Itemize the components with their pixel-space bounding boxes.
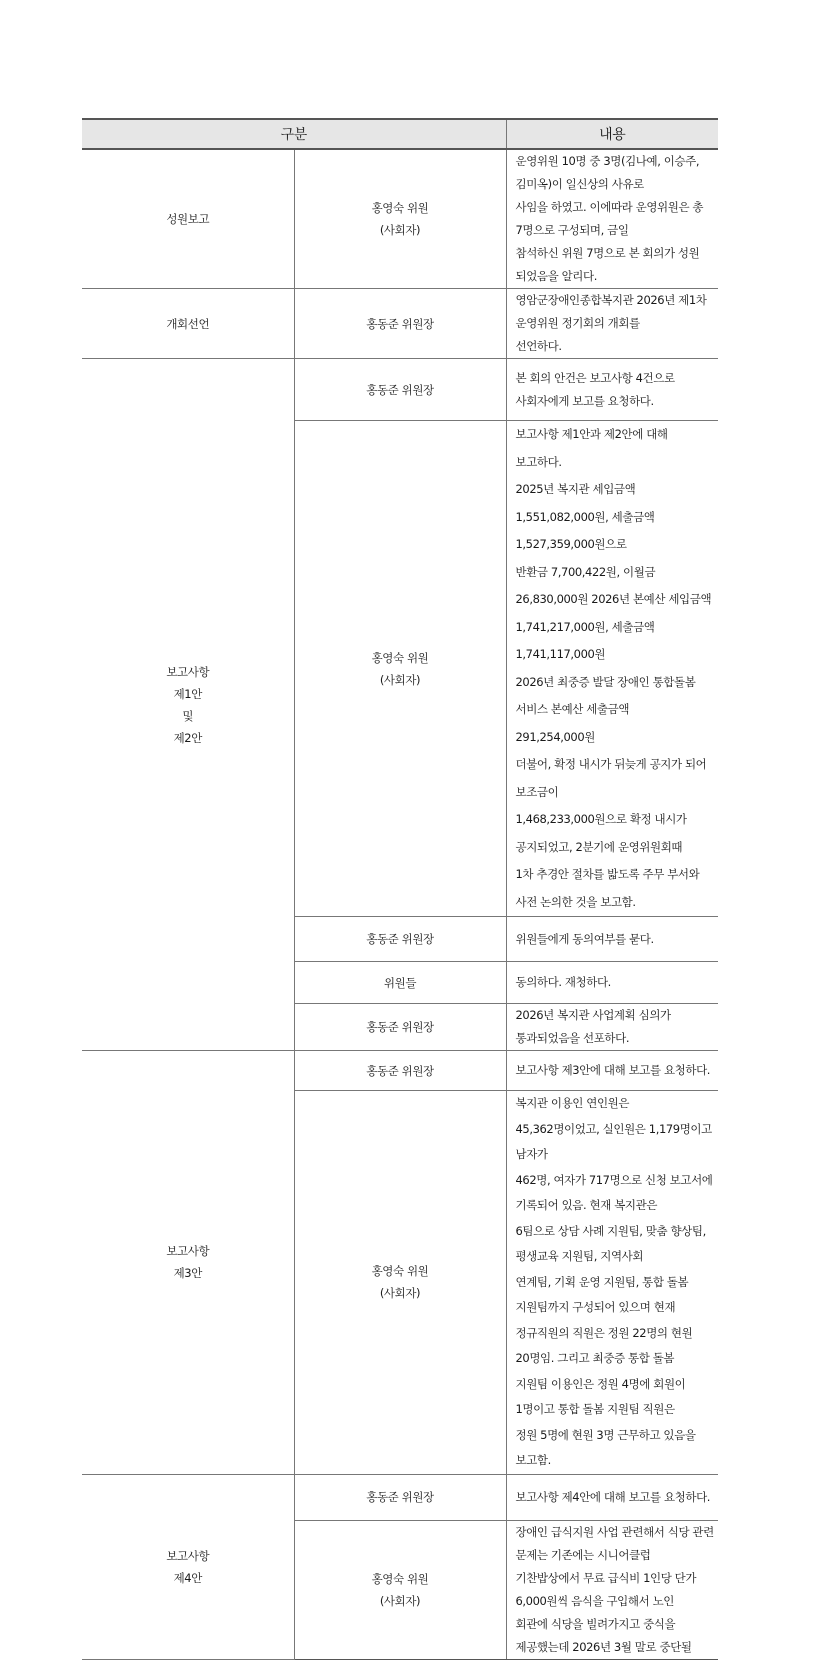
speaker-label: (사회자) — [379, 1286, 421, 1301]
content-line: 보고사항 제4안에 대해 보고를 요청하다. — [515, 1489, 711, 1504]
speaker-cell — [294, 421, 506, 917]
category-cell — [82, 1474, 294, 1659]
content-line: 1,741,217,000원, 세출금액 1,741,117,000원 — [515, 619, 655, 661]
table-row — [82, 149, 718, 289]
speaker-label: 홍동준 위원장 — [366, 316, 434, 331]
content-cell — [506, 359, 718, 421]
speaker-label: 홍영숙 위원 — [371, 201, 429, 215]
header-content: 내용 — [506, 119, 718, 149]
speaker-label: 홍영숙 위원 — [371, 1571, 429, 1586]
content-cell — [506, 917, 718, 962]
content-line: 보고사항 제3안에 대해 보고를 요청하다. — [515, 1063, 711, 1077]
table-row — [82, 359, 718, 421]
content-cell — [506, 1474, 718, 1520]
content-line: 운영위원 10명 중 3명(김나예, 이승주, 김미옥)이 일신상의 사유로 — [515, 154, 700, 191]
content-line: 보고사항 제1안과 제2안에 대해 보고하다. — [515, 427, 668, 469]
content-cell — [506, 962, 718, 1004]
speaker-cell — [294, 149, 506, 289]
content-cell — [506, 1520, 718, 1659]
speaker-label: (사회자) — [379, 1593, 421, 1608]
content-line: 기찬밥상에서 무료 급식비 1인당 단가 6,000원씩 음식을 구입해서 노인 — [515, 1570, 697, 1608]
table-row — [82, 1474, 718, 1520]
table-row — [82, 289, 718, 359]
content-cell — [506, 289, 718, 359]
speaker-cell — [294, 1474, 506, 1520]
category-label: 보고사항 — [166, 1244, 210, 1259]
speaker-label: 홍영숙 위원 — [371, 1264, 429, 1279]
speaker-cell — [294, 962, 506, 1004]
category-label: 제3안 — [173, 1266, 202, 1281]
content-line: 장애인 급식지원 사업 관련해서 식당 관련 문제는 기존에는 시니어클럽 — [515, 1524, 714, 1562]
content-line: 복지관 이용인 연인원은 45,362명이었고, 실인원은 1,179명이고 남자가 — [515, 1096, 712, 1161]
content-line: 회관에 식당을 빌려가지고 중식을 제공했는데 2026년 3월 말로 중단될 — [515, 1616, 692, 1654]
content-line: 위원들에게 동의여부를 묻다. — [515, 931, 654, 946]
content-cell — [506, 1091, 718, 1475]
speaker-label: 홍영숙 위원 — [371, 650, 429, 665]
content-line: 선언하다. — [515, 339, 562, 353]
category-label: 보고사항 — [166, 1548, 210, 1563]
table-row — [82, 1051, 718, 1091]
speaker-cell — [294, 917, 506, 962]
speaker-cell — [294, 289, 506, 359]
content-line: 6팀으로 상담 사례 지원팀, 맞춤 향상팀, 평생교육 지원팀, 지역사회 — [515, 1223, 706, 1263]
speaker-cell — [294, 1091, 506, 1475]
speaker-cell — [294, 1051, 506, 1091]
content-line: 정원 5명에 현원 3명 근무하고 있음을 보고함. — [515, 1427, 696, 1467]
speaker-cell — [294, 1520, 506, 1659]
content-line: 지원팀 이용인은 정원 4명에 회원이 1명이고 통합 돌봄 지원팀 직원은 — [515, 1376, 686, 1416]
content-line: 영암군장애인종합복지관 2026년 제1차 운영위원 정기회의 개회를 — [515, 293, 707, 330]
category-cell — [82, 1051, 294, 1475]
content-cell — [506, 1004, 718, 1051]
category-label: 제2안 — [173, 730, 202, 745]
speaker-label: 홍동준 위원장 — [366, 1490, 434, 1504]
speaker-label: 위원들 — [383, 975, 417, 990]
category-label: 개회선언 — [166, 316, 210, 331]
content-line: 연계팀, 기획 운영 지원팀, 통합 돌봄 지원팀까지 구성되어 있으며 현재 — [515, 1274, 689, 1314]
content-line: 462명, 여자가 717명으로 신청 보고서에 기록되어 있음. 현재 복지관은 — [515, 1172, 713, 1212]
content-line: 더불어, 확정 내시가 뒤늦게 공지가 되어 보조금이 — [515, 757, 707, 799]
category-label: 제4안 — [173, 1570, 202, 1585]
content-line: 동의하다. 재청하다. — [515, 975, 611, 989]
content-cell — [506, 421, 718, 917]
table-header-row — [82, 119, 718, 149]
content-line: 본 회의 안건은 보고사항 4건으로 사회자에게 보고를 요청하다. — [515, 370, 675, 408]
category-label: 성원보고 — [166, 212, 210, 226]
content-line: 참석하신 위원 7명으로 본 회의가 성원 되었음을 알리다. — [515, 246, 700, 283]
content-line: 반환금 7,700,422원, 이월금 26,830,000원 2026년 본예산 세입금액 — [515, 564, 712, 606]
speaker-label: 홍동준 위원장 — [366, 382, 434, 397]
minutes-table — [82, 118, 718, 1660]
content-line: 1차 추경안 절차를 밟도록 주무 부서와 사전 논의한 것을 보고함. — [515, 867, 700, 909]
content-cell — [506, 149, 718, 289]
category-cell — [82, 359, 294, 1051]
speaker-label: 홍동준 위원장 — [366, 1063, 434, 1078]
category-label: 및 — [182, 708, 194, 723]
speaker-label: (사회자) — [379, 672, 421, 687]
category-cell — [82, 289, 294, 359]
content-line: 291,254,000원 — [515, 729, 595, 744]
content-line: 정규직원의 직원은 정원 22명의 현원 20명임. 그리고 최중증 통합 돌봄 — [515, 1325, 693, 1365]
category-cell — [82, 149, 294, 289]
speaker-cell — [294, 1004, 506, 1051]
speaker-label: 홍동준 위원장 — [366, 932, 434, 946]
speaker-cell — [294, 359, 506, 421]
category-label: 보고사항 — [166, 664, 210, 679]
category-label: 제1안 — [173, 686, 202, 701]
speaker-label: (사회자) — [379, 223, 421, 237]
content-line: 1,468,233,000원으로 확정 내시가 공지되었고, 2분기에 운영위원회때 — [515, 812, 687, 854]
header-category: 구분 — [82, 119, 506, 149]
content-line: 2026년 최중증 발달 장애인 통합돌봄 서비스 본예산 세출금액 — [515, 674, 696, 716]
content-line: 사임을 하였고. 이에따라 운영위원은 총 7명으로 구성되며, 금일 — [515, 200, 704, 237]
content-line: 2026년 복지관 사업계획 심의가 통과되었음을 선포하다. — [515, 1008, 671, 1045]
content-line: 2025년 복지관 세입금액 1,551,082,000원, 세출금액 1,527,359,000원으로 — [515, 482, 655, 551]
speaker-label: 홍동준 위원장 — [366, 1020, 434, 1034]
content-cell — [506, 1051, 718, 1091]
